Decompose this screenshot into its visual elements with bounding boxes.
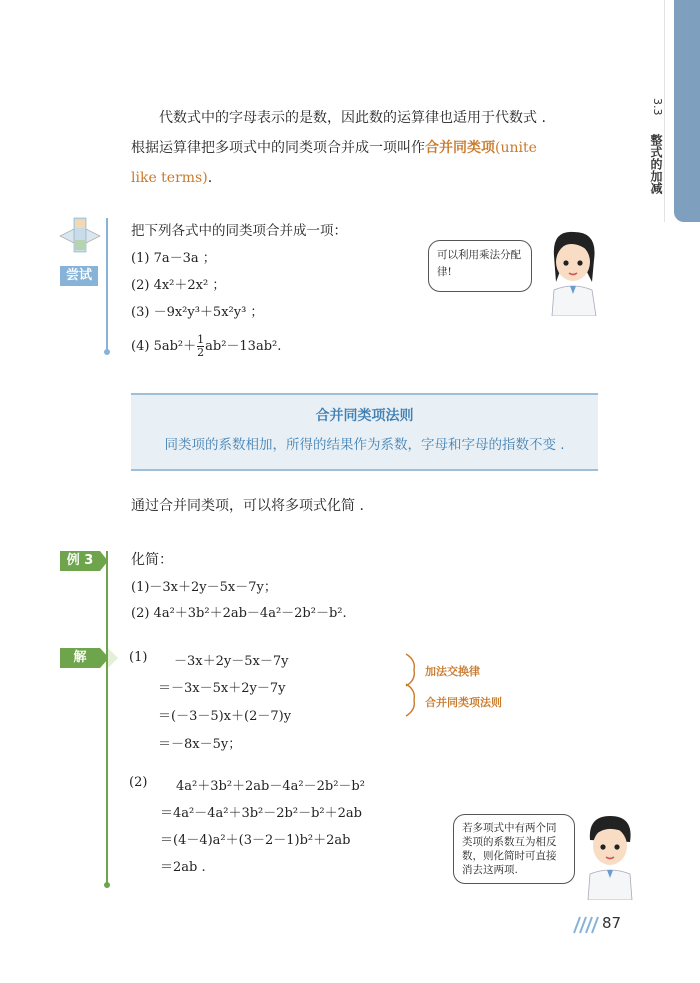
try-item-2: (2) 4x²＋2x² ； bbox=[131, 278, 226, 293]
intro-line-3: like terms). bbox=[131, 170, 213, 186]
try-speech-bubble: 可以利用乘法分配律! bbox=[428, 240, 532, 292]
rule-text: 同类项的系数相加，所得的结果作为系数，字母和字母的指数不变 . bbox=[164, 437, 565, 453]
page-stripes bbox=[572, 916, 600, 934]
try-item-4: (4) 5ab²＋ $\frac{1}{2}$ ab²－13ab². bbox=[131, 333, 282, 359]
try-item-1: (1) 7a－3a ； bbox=[131, 251, 216, 266]
example-tag: 例 3 bbox=[60, 551, 100, 571]
fraction-half: $\frac{1}{2}$ bbox=[197, 333, 205, 359]
try-prompt: 把下列各式中的同类项合并成一项： bbox=[131, 223, 347, 239]
part1-step-1: －3x＋2y－5x－7y bbox=[174, 654, 289, 669]
part2-step-3: ＝(4－4)a²＋(3－2－1)b²＋2ab bbox=[160, 833, 351, 848]
solution-tag-arrow-outline bbox=[108, 648, 118, 668]
part1-step-2: ＝－3x－5x＋2y－7y bbox=[158, 681, 286, 696]
part2-step-1: 4a²＋3b²＋2ab－4a²－2b²－b² bbox=[176, 779, 365, 794]
part2-step-2: ＝4a²－4a²＋3b²－2b²－b²＋2ab bbox=[160, 806, 362, 821]
try-line bbox=[106, 218, 108, 352]
note-combine-rule: 合并同类项法则 bbox=[425, 696, 502, 709]
rule-box bbox=[131, 393, 598, 471]
example-title: 化简： bbox=[131, 552, 173, 568]
step-brace-2 bbox=[404, 682, 418, 718]
example-line-dot bbox=[104, 882, 110, 888]
part1-step-3: ＝(－3－5)x＋(2－7)y bbox=[158, 709, 292, 724]
try-tag: 尝试 bbox=[60, 266, 98, 286]
part1-label: (1) bbox=[129, 650, 148, 665]
intro-line-2: 根据运算律把多项式中的同类项合并成一项叫作合并同类项(unite bbox=[131, 140, 537, 156]
part2-label: (2) bbox=[129, 775, 148, 790]
try-item-3: (3) －9x²y³＋5x²y³ ； bbox=[131, 305, 264, 320]
try-line-dot bbox=[104, 349, 110, 355]
chapter-side-tab bbox=[674, 0, 700, 222]
side-divider bbox=[664, 0, 665, 222]
solution-tag: 解 bbox=[60, 648, 100, 668]
intro-line-1: 代数式中的字母表示的是数，因此数的运算律也适用于代数式 . bbox=[159, 110, 546, 126]
section-number: 3.3 bbox=[651, 98, 664, 116]
boy-avatar bbox=[578, 810, 642, 900]
part1-step-4: ＝－8x－5y； bbox=[158, 737, 242, 752]
solution-speech-bubble: 若多项式中有两个同类项的系数互为相反数，则化简时可直接消去这两项. bbox=[453, 814, 575, 884]
term-highlight: 合并同类项 bbox=[425, 140, 495, 156]
page-number: 87 bbox=[602, 914, 622, 932]
example-q1: (1)－3x＋2y－5x－7y； bbox=[131, 580, 277, 595]
simplify-note: 通过合并同类项，可以将多项式化简 . bbox=[131, 498, 364, 514]
section-title: 整式的加减 bbox=[649, 134, 663, 194]
try-icon bbox=[56, 214, 104, 262]
part2-step-4: ＝2ab . bbox=[160, 860, 206, 875]
note-commutative: 加法交换律 bbox=[425, 665, 480, 678]
rule-title: 合并同类项法则 bbox=[315, 408, 414, 424]
intro-paragraph bbox=[131, 103, 611, 193]
example-line bbox=[106, 551, 108, 885]
girl-avatar bbox=[540, 226, 604, 316]
example-q2: (2) 4a²＋3b²＋2ab－4a²－2b²－b². bbox=[131, 606, 347, 621]
